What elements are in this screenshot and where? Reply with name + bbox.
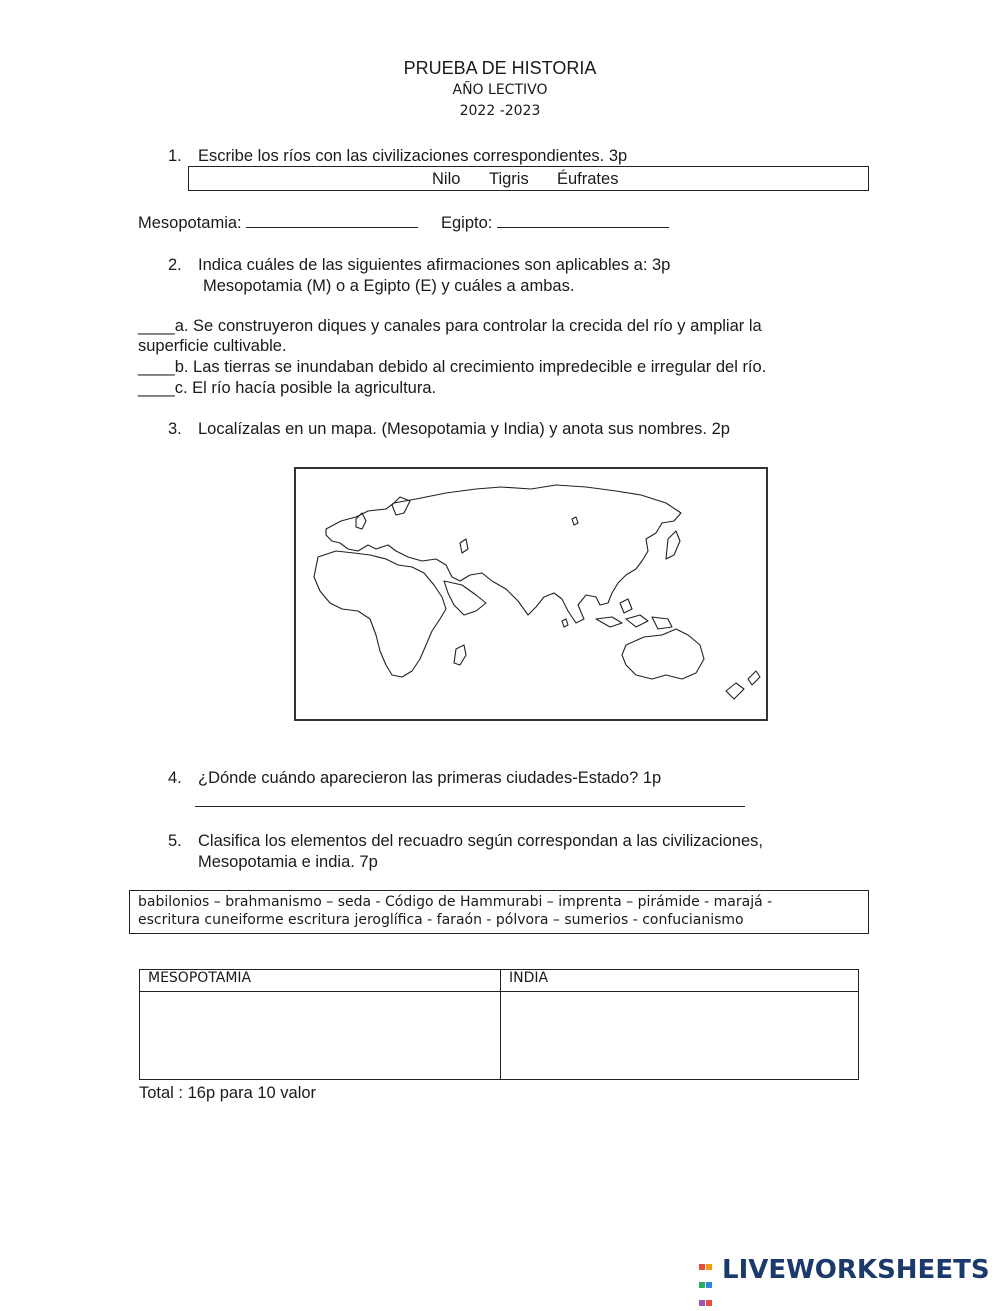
label-mesopotamia: Mesopotamia:	[138, 214, 242, 232]
q4-number: 4.	[168, 769, 182, 787]
q2-item-c: ____c. El río hacía posible la agricultura.	[138, 379, 437, 397]
q2-prompt-line2: Mesopotamia (M) o a Egipto (E) y cuáles a ambas.	[203, 277, 575, 295]
header-mesopotamia: MESOPOTAMIA	[140, 970, 501, 992]
river-tigris: Tigris	[489, 170, 529, 188]
elements-line2: escritura cuneiforme escritura jeroglífica - faraón - pólvora – sumerios - confucianismo	[138, 912, 744, 928]
q2-item-a-cont: superficie cultivable.	[138, 337, 287, 355]
liveworksheets-brand[interactable]: LIVEWORKSHEETS	[722, 1255, 990, 1285]
q2-item-a: ____a. Se construyeron diques y canales para controlar la crecida del río y ampliar la	[138, 317, 762, 335]
q2-prompt-line1: Indica cuáles de las siguientes afirmaciones son aplicables a: 3p	[198, 256, 671, 274]
q1-number: 1.	[168, 147, 182, 165]
page-subtitle: AÑO LECTIVO	[452, 82, 548, 98]
label-egipto: Egipto:	[441, 214, 493, 232]
classification-table	[139, 969, 859, 1080]
world-map-frame[interactable]	[294, 467, 768, 721]
q1-prompt: Escribe los ríos con las civilizaciones correspondientes. 3p	[198, 147, 628, 165]
egipto-answer-line[interactable]	[497, 213, 669, 228]
q1-egipto-row	[441, 213, 669, 233]
q3-number: 3.	[168, 420, 182, 438]
rivers-box	[188, 166, 869, 191]
cell-mesopotamia[interactable]	[140, 992, 501, 1080]
q5-prompt-line1: Clasifica los elementos del recuadro según correspondan a las civilizaciones,	[198, 832, 763, 850]
q1-meso-row	[138, 213, 418, 233]
q5-number: 5.	[168, 832, 182, 850]
mesopotamia-answer-line[interactable]	[246, 213, 418, 228]
elements-box	[129, 890, 869, 934]
total-score: Total : 16p para 10 valor	[139, 1084, 317, 1102]
cell-india[interactable]	[501, 992, 859, 1080]
q4-prompt: ¿Dónde cuándo aparecieron las primeras ciudades-Estado? 1p	[198, 769, 662, 787]
q2-item-b: ____b. Las tierras se inundaban debido al crecimiento impredecible e irregular del río.	[138, 358, 767, 376]
q4-answer-line[interactable]	[195, 806, 745, 807]
q3-prompt: Localízalas en un mapa. (Mesopotamia y India) y anota sus nombres. 2p	[198, 420, 730, 438]
river-nilo: Nilo	[432, 170, 461, 188]
q2-number: 2.	[168, 256, 182, 274]
river-eufrates: Éufrates	[557, 170, 619, 188]
school-years: 2022 -2023	[459, 103, 541, 119]
q5-prompt-line2: Mesopotamia e india. 7p	[198, 853, 378, 871]
elements-line1: babilonios – brahmanismo – seda - Código de Hammurabi – imprenta – pirámide - marajá -	[138, 894, 773, 910]
world-map-icon	[296, 469, 766, 719]
liveworksheets-logo-icon	[698, 1257, 720, 1283]
header-india: INDIA	[501, 970, 859, 992]
page-title: PRUEBA DE HISTORIA	[403, 58, 597, 78]
